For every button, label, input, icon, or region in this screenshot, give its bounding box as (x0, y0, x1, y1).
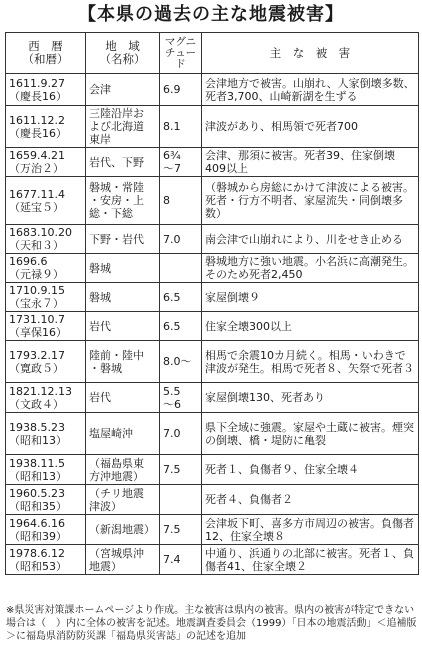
cell-area: 岩代 (86, 383, 160, 413)
cell-area: 磐城 (86, 283, 160, 312)
cell-magnitude: 8.0～ (160, 341, 202, 383)
cell-magnitude: 6.5 (160, 283, 202, 312)
cell-magnitude (160, 485, 202, 515)
cell-area: 岩代、下野 (86, 148, 160, 177)
cell-damage: 会津、那須に被害。死者39、住家倒壊409以上 (202, 148, 419, 177)
earthquake-table-wrapper (5, 32, 418, 575)
cell-area: 岩代 (86, 312, 160, 341)
cell-damage: 相馬で余震10カ月続く。相馬・いわきで津波が発生。相馬で死者８、矢祭で死者３ (202, 341, 419, 383)
cell-magnitude: 8.1 (160, 106, 202, 148)
cell-area: 塩屋崎沖 (86, 413, 160, 455)
cell-area: 下野・岩代 (86, 225, 160, 254)
cell-area: （チリ地震 津波） (86, 485, 160, 515)
table-row (6, 177, 419, 225)
table-row (6, 225, 419, 254)
cell-date: 1677.11.4 （延宝５） (6, 177, 86, 225)
cell-damage: 家屋倒壊９ (202, 283, 419, 312)
table-row (6, 413, 419, 455)
cell-area: 磐城 (86, 254, 160, 283)
cell-magnitude: 7.5 (160, 455, 202, 485)
table-row (6, 283, 419, 312)
cell-magnitude: 6¾ ～7 (160, 148, 202, 177)
cell-date: 1938.11.5 （昭和13） (6, 455, 86, 485)
cell-magnitude (160, 254, 202, 283)
cell-date: 1696.6 （元禄９） (6, 254, 86, 283)
cell-magnitude: 6.9 (160, 74, 202, 106)
cell-magnitude: 7.4 (160, 545, 202, 575)
cell-damage: 家屋倒壊130、死者あり (202, 383, 419, 413)
cell-magnitude: 7.0 (160, 413, 202, 455)
cell-date: 1938.5.23 （昭和13） (6, 413, 86, 455)
table-row (6, 485, 419, 515)
cell-date: 1964.6.16 （昭和39） (6, 515, 86, 545)
table-header-row (6, 33, 419, 74)
table-row (6, 148, 419, 177)
cell-date: 1683.10.20 （天和３） (6, 225, 86, 254)
header-area: 地 域 （名称） (86, 33, 160, 74)
cell-area: 磐城・常陸 ・安房・上 総・下総 (86, 177, 160, 225)
table-row (6, 455, 419, 485)
header-magnitude: マグニチュード (160, 33, 202, 74)
cell-damage: 中通り、浜通りの北部に被害。死者１、負傷者41、住家全壊２ (202, 545, 419, 575)
cell-damage: 会津地方で被害。山崩れ、人家倒壊多数、死者3,700、山崎新湖を生ずる (202, 74, 419, 106)
header-date: 西 暦 （和暦） (6, 33, 86, 74)
cell-damage: 会津坂下町、喜多方市周辺の被害。負傷者12、住家全壊８ (202, 515, 419, 545)
table-row (6, 74, 419, 106)
cell-date: 1611.12.2 （慶長16） (6, 106, 86, 148)
table-row (6, 515, 419, 545)
table-row (6, 254, 419, 283)
cell-area: （宮城県沖 地震） (86, 545, 160, 575)
cell-date: 1611.9.27 （慶長16） (6, 74, 86, 106)
cell-area: 三陸沿岸お よび北海道 東岸 (86, 106, 160, 148)
cell-date: 1793.2.17 （寛政５） (6, 341, 86, 383)
earthquake-table (5, 32, 419, 575)
cell-date: 1978.6.12 （昭和53） (6, 545, 86, 575)
cell-date: 1821.12.13 （文政４） (6, 383, 86, 413)
cell-magnitude: 5.5 ～6 (160, 383, 202, 413)
header-damage: 主 な 被 害 (202, 33, 419, 74)
cell-magnitude: 7.5 (160, 515, 202, 545)
table-row (6, 383, 419, 413)
table-row (6, 545, 419, 575)
table-row (6, 106, 419, 148)
cell-area: （福島県東 方沖地震） (86, 455, 160, 485)
table-row (6, 341, 419, 383)
cell-damage: 県下全域に強震。家屋や土蔵に被害。煙突の倒壊、橋・堤防に亀裂 (202, 413, 419, 455)
cell-damage: 津波があり、相馬領で死者700 (202, 106, 419, 148)
footnote: ※県災害対策課ホームページより作成。主な被害は県内の被害。県内の被害が特定できない場合は（ ）内に全体の被害を記述。地震調査委員会（1999）「日本の地震活動」＜追補版＞に福島県消防防災課「福島県災害誌」の記述を追加 (6, 605, 417, 642)
cell-area: 会津 (86, 74, 160, 106)
table-row (6, 312, 419, 341)
table-body (6, 74, 419, 575)
cell-magnitude: 7.0 (160, 225, 202, 254)
cell-damage: 死者１、負傷者９、住家全壊４ (202, 455, 419, 485)
cell-magnitude: 6.5 (160, 312, 202, 341)
cell-date: 1960.5.23 （昭和35） (6, 485, 86, 515)
cell-date: 1710.9.15 （宝永７） (6, 283, 86, 312)
cell-date: 1731.10.7 （享保16） (6, 312, 86, 341)
cell-area: （新潟地震） (86, 515, 160, 545)
cell-damage: 磐城地方に強い地震。小名浜に高潮発生。そのため死者2,450 (202, 254, 419, 283)
cell-damage: （磐城から房総にかけて津波による被害。死者・行方不明者、家屋流失・同倒壊多数） (202, 177, 419, 225)
cell-area: 陸前・陸中 ・磐城 (86, 341, 160, 383)
cell-damage: 南会津で山崩れにより、川をせき止める (202, 225, 419, 254)
cell-damage: 住家全壊300以上 (202, 312, 419, 341)
cell-date: 1659.4.21 （万治２） (6, 148, 86, 177)
cell-damage: 死者４、負傷者２ (202, 485, 419, 515)
cell-magnitude: 8 (160, 177, 202, 225)
page-title: 【本県の過去の主な地震被害】 (78, 4, 344, 25)
